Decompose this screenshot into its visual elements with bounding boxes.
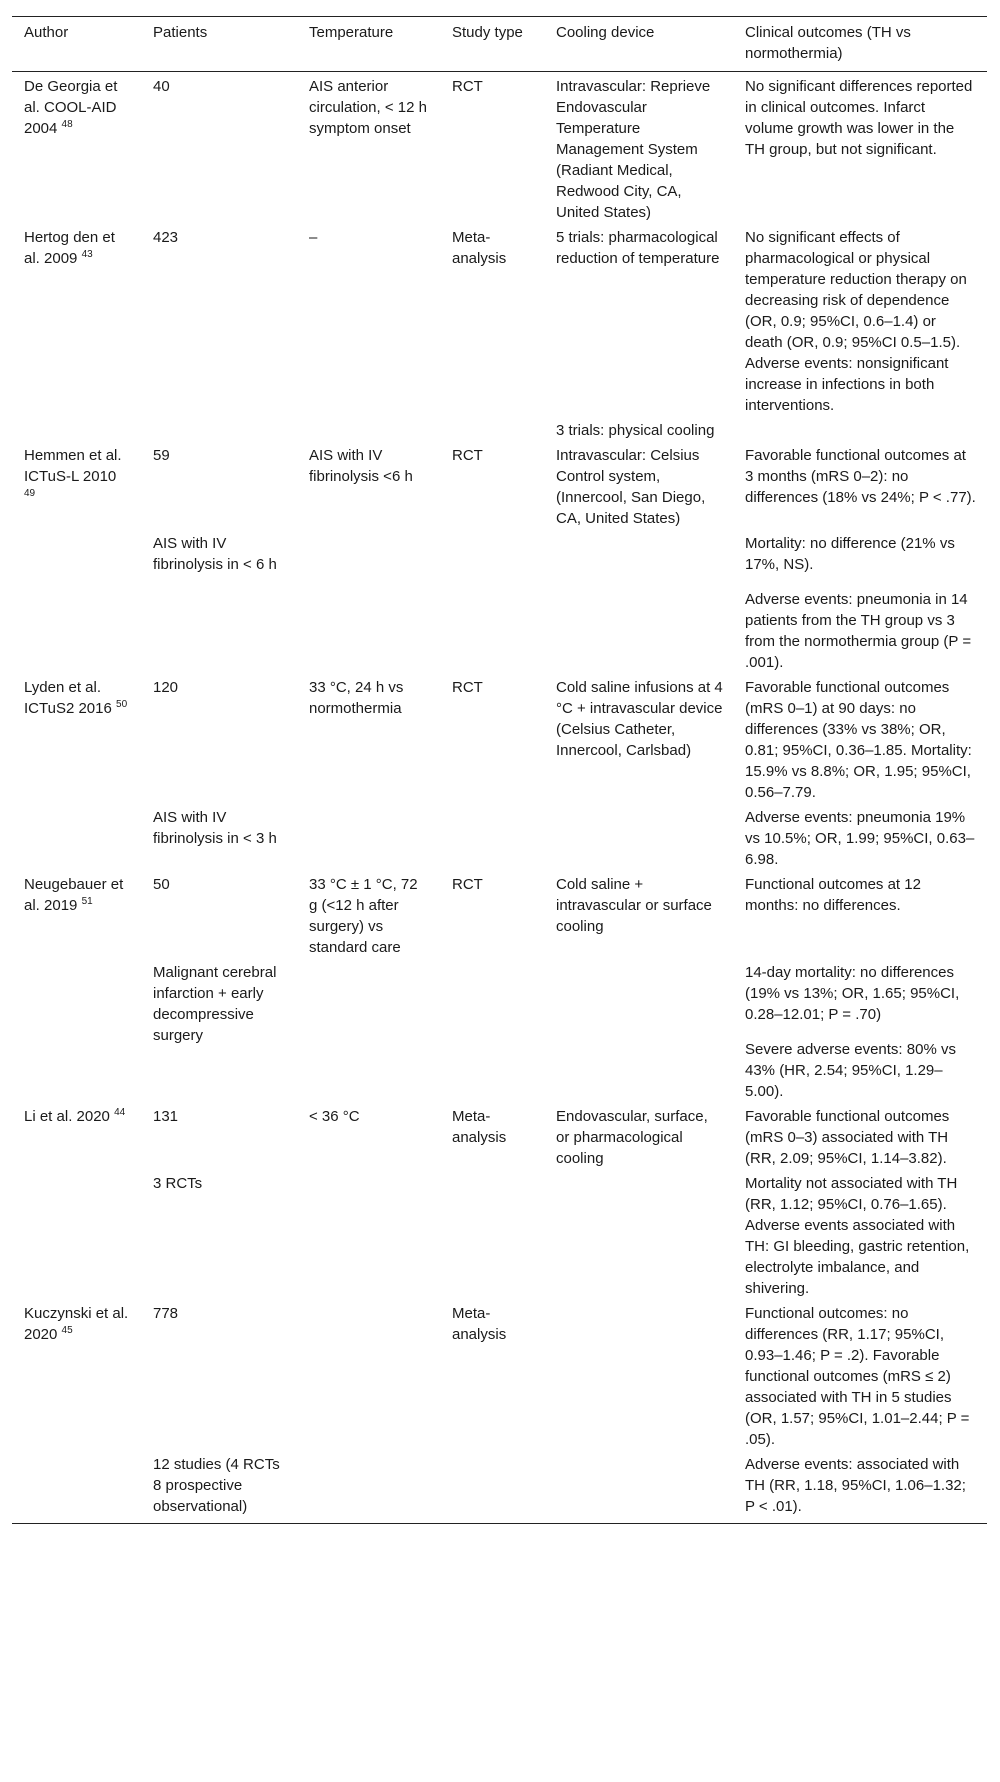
- outcomes-table: [12, 16, 987, 1524]
- temperature-cell: < 36 °C: [309, 1108, 360, 1125]
- patients-cell: 120: [153, 679, 179, 696]
- reference-number: 43: [81, 249, 93, 260]
- author-name: Hemmen et al. ICTuS-L 2010: [24, 447, 122, 485]
- outcome-cell: Adverse events: pneumonia 19% vs 10.5%; OR, 1.99; 95%CI, 0.63–6.98.: [745, 809, 975, 868]
- study-type-cell: RCT: [452, 876, 483, 893]
- reference-number: 45: [61, 1325, 73, 1336]
- table-row: [12, 1102, 987, 1169]
- cooling-device-cell: Endovascular, surface, or pharmacological cooling: [556, 1108, 708, 1167]
- outcome-text: Mortality not associated with TH (RR, 1.12; 95%CI, 0.76–1.65).: [745, 1175, 958, 1213]
- outcome-cell: No significant differences reported in clinical outcomes. Infarct volume growth was lower in the TH group, but not significant.: [745, 78, 973, 158]
- patients-cell: 12 studies (4 RCTs 8 prospective observational): [153, 1456, 280, 1515]
- cooling-device-cell: Intravascular: Celsius Control system, (Innercool, San Diego, CA, United States): [556, 447, 706, 527]
- table-row: [12, 72, 987, 224]
- patients-cell: 423: [153, 229, 179, 246]
- author-cell: [12, 1102, 141, 1169]
- author-name: De Georgia et al. COOL-AID 2004: [24, 78, 118, 137]
- outcome-cell: [733, 958, 987, 1102]
- outcome-cell: Favorable functional outcomes (mRS 0–3) associated with TH (RR, 2.09; 95%CI, 1.14–3.82).: [745, 1108, 950, 1167]
- patients-cell: 778: [153, 1305, 179, 1322]
- cooling-device-cell: 5 trials: pharmacological reduction of temperature: [556, 229, 720, 267]
- cooling-device-cell: Cold saline + intravascular or surface cooling: [556, 876, 712, 935]
- author-name: Neugebauer et al. 2019: [24, 876, 124, 914]
- temperature-cell: 33 °C ± 1 °C, 72 g (<12 h after surgery) vs standard care: [309, 876, 418, 956]
- header-clinical-outcomes: Clinical outcomes (TH vs normothermia): [745, 24, 911, 62]
- patients-cell: AIS with IV fibrinolysis in < 3 h: [153, 809, 277, 847]
- study-type-cell: Meta-analysis: [452, 1305, 507, 1343]
- patients-cell: 131: [153, 1108, 179, 1125]
- reference-number: 50: [116, 699, 128, 710]
- outcome-cell: Favorable functional outcomes (mRS 0–1) at 90 days: no differences (33% vs 38%; OR, 0.81; 95%CI, 0.36–1.85. Mortality: 15.9% vs 8.8%; OR, 1.95; 95%CI, 0.56–7.79.: [745, 679, 972, 801]
- outcome-cell: No significant effects of pharmacological or physical temperature reduction therapy on decreasing risk of dependence (OR, 0.9; 95%CI, 0.6–1.4) or death (OR, 0.9; 95%CI 0.5–1.5). Adverse events: nonsignificant increase in infections in both interventions.: [745, 229, 967, 414]
- reference-number: 44: [114, 1107, 126, 1118]
- header-patients: Patients: [153, 24, 208, 41]
- table-body: [12, 72, 987, 1524]
- temperature-cell: 33 °C, 24 h vs normothermia: [309, 679, 404, 717]
- outcome-text: Severe adverse events: 80% vs 43% (HR, 2.54; 95%CI, 1.29–5.00).: [745, 1041, 956, 1100]
- header-temperature: Temperature: [309, 24, 394, 41]
- author-name: Hertog den et al. 2009: [24, 229, 115, 267]
- outcome-cell: Adverse events: associated with TH (RR, 1.18, 95%CI, 1.06–1.32; P < .01).: [745, 1456, 966, 1515]
- table-row: [12, 870, 987, 958]
- outcome-cell: Functional outcomes: no differences (RR, 1.17; 95%CI, 0.93–1.46; P = .2). Favorable functional outcomes (mRS ≤ 2) associated with TH in 5 studies (OR, 1.57; 95%CI, 1.01–2.44; P = .05).: [745, 1305, 970, 1448]
- author-cell: [12, 223, 141, 416]
- patients-cell: 40: [153, 78, 170, 95]
- patients-cell: 59: [153, 447, 170, 464]
- outcome-text: Adverse events: pneumonia in 14 patients from the TH group vs 3 from the normothermia group (P = .001).: [745, 591, 972, 671]
- header-row: [12, 17, 987, 72]
- header-study-type: Study type: [452, 24, 523, 41]
- author-name: Lyden et al. ICTuS2 2016: [24, 679, 112, 717]
- table-row: [12, 223, 987, 416]
- temperature-cell: –: [309, 229, 318, 246]
- table-row: [12, 416, 987, 441]
- temperature-cell: AIS anterior circulation, < 12 h symptom onset: [309, 78, 427, 137]
- study-type-cell: RCT: [452, 679, 483, 696]
- header-cooling-device: Cooling device: [556, 24, 655, 41]
- author-cell: [12, 1299, 141, 1450]
- author-cell: [12, 673, 141, 803]
- author-cell: [12, 72, 141, 224]
- table-row: [12, 1299, 987, 1450]
- patients-cell: 3 RCTs: [153, 1175, 203, 1192]
- study-type-cell: RCT: [452, 78, 483, 95]
- cooling-device-cell: Cold saline infusions at 4 °C + intravascular device (Celsius Catheter, Innercool, Carlsbad): [556, 679, 723, 759]
- patients-cell: AIS with IV fibrinolysis in < 6 h: [153, 535, 277, 573]
- outcome-cell: [733, 529, 987, 673]
- author-cell: [12, 870, 141, 958]
- temperature-cell: AIS with IV fibrinolysis <6 h: [309, 447, 413, 485]
- study-type-cell: Meta-analysis: [452, 229, 507, 267]
- outcome-cell: [733, 1169, 987, 1299]
- reference-number: 49: [24, 488, 36, 499]
- author-name: Kuczynski et al. 2020: [24, 1305, 129, 1343]
- patients-cell: 50: [153, 876, 170, 893]
- study-type-cell: Meta-analysis: [452, 1108, 507, 1146]
- reference-number: 51: [81, 896, 93, 907]
- patients-cell: Malignant cerebral infarction + early decompressive surgery: [153, 964, 277, 1044]
- outcome-text: Mortality: no difference (21% vs 17%, NS).: [745, 535, 955, 573]
- table-row: [12, 803, 987, 870]
- author-name: Li et al. 2020: [24, 1108, 110, 1125]
- table-row: [12, 958, 987, 1102]
- table-header: [12, 17, 987, 72]
- author-cell: [12, 441, 141, 529]
- table-row: [12, 1169, 987, 1299]
- table-row: [12, 441, 987, 529]
- header-author: Author: [24, 24, 69, 41]
- outcome-text: Adverse events associated with TH: GI bleeding, gastric retention, electrolyte imbalance, and shivering.: [745, 1217, 970, 1297]
- outcome-cell: Functional outcomes at 12 months: no differences.: [745, 876, 921, 914]
- outcome-text: 14-day mortality: no differences (19% vs 13%; OR, 1.65; 95%CI, 0.28–12.01; P = .70): [745, 964, 960, 1023]
- outcome-cell: Favorable functional outcomes at 3 months (mRS 0–2): no differences (18% vs 24%; P < .77).: [745, 447, 976, 506]
- table-row: [12, 529, 987, 673]
- study-type-cell: RCT: [452, 447, 483, 464]
- cooling-device-cell: Intravascular: Reprieve Endovascular Temperature Management System (Radiant Medical, Redwood City, CA, United States): [556, 78, 711, 221]
- table-row: [12, 1450, 987, 1524]
- reference-number: 48: [61, 119, 73, 130]
- table-row: [12, 673, 987, 803]
- cooling-device-cell: 3 trials: physical cooling: [556, 422, 715, 439]
